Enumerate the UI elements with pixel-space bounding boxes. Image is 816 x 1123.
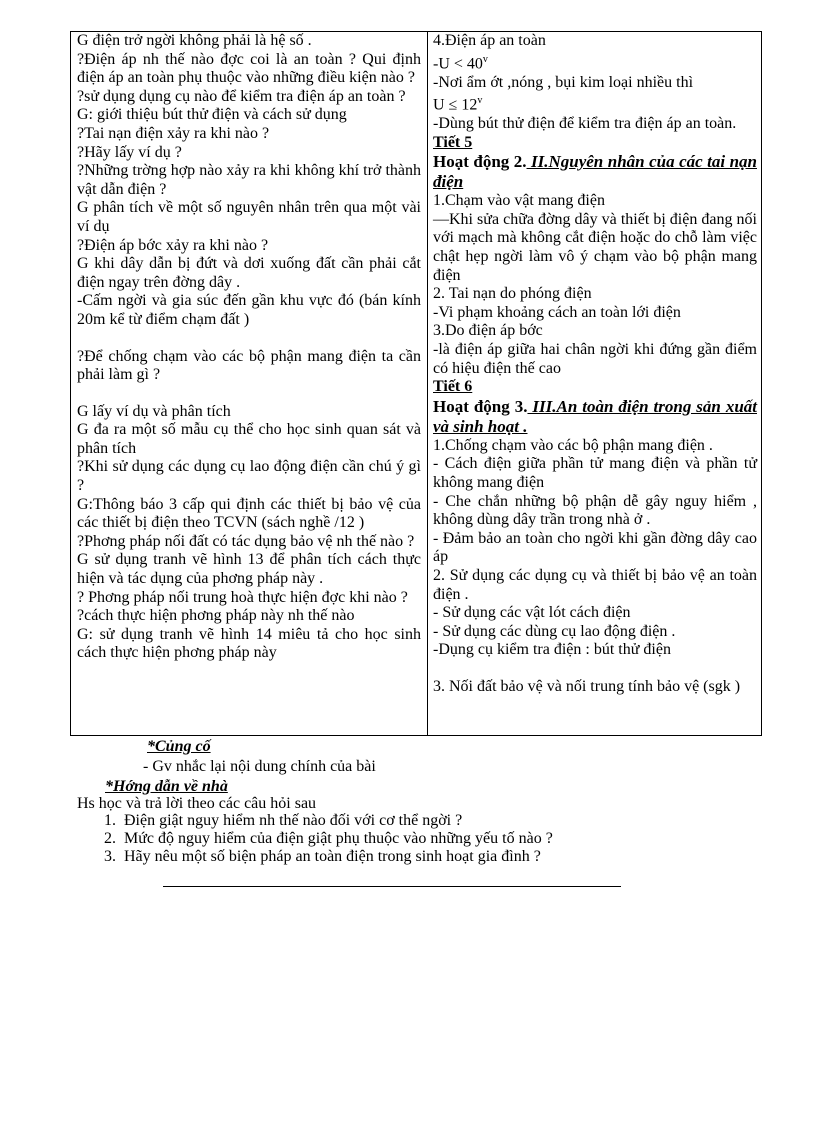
horizontal-rule	[163, 886, 621, 887]
left-line: ?Tai nạn điện xảy ra khi nào ?	[77, 124, 270, 142]
left-line: ?sử dụng dụng cụ nào để kiểm tra điện áp an toàn ?	[77, 87, 406, 105]
lesson-6-heading: Tiết 6	[433, 378, 473, 396]
question-number: 2.	[104, 830, 116, 847]
volt-unit: v	[477, 95, 483, 107]
question-text: Hãy nêu một số biện pháp an toàn điện trong sinh hoạt gia đình ?	[124, 848, 541, 865]
left-line: G: giới thiệu bút thử điện và cách sử dụng	[77, 106, 347, 124]
homework-question	[104, 830, 553, 849]
left-line: ?Điện áp bớc xảy ra khi nào ?	[77, 236, 269, 254]
homework-question	[104, 848, 541, 867]
voltage-12-text: U ≤ 12	[433, 96, 478, 114]
lesson-table	[70, 31, 762, 736]
left-line: ? Phơng pháp nối trung hoà thực hiện đợc khi nào ?	[77, 588, 408, 606]
activity-3-title: III.An toàn điện trong sản xuất và sinh hoạt .	[433, 396, 757, 436]
left-line: G khi dây dẫn bị đứt và dơi xuống đất cần phải cắt điện ngay trên đờng dây .	[77, 255, 421, 291]
content-line: - Đảm bảo an toàn cho ngời khi gần đờng dây cao áp	[433, 529, 757, 566]
content-line: - Cách điện giữa phần tử mang điện và phần tử không mang điện	[433, 455, 757, 491]
content-line: - Sử dụng các dùng cụ lao động điện .	[433, 622, 676, 640]
left-line: -Cấm ngời và gia súc đến gần khu vực đó (bán kính 20m kể từ điểm chạm đất )	[77, 292, 421, 328]
blank-line	[77, 385, 421, 403]
tester-line: -Dùng bút thử điện để kiểm tra điện áp an toàn.	[433, 115, 737, 133]
question-text: Mức độ nguy hiểm của điện giật phụ thuộc vào những yếu tố nào ?	[124, 830, 553, 847]
content-line: 2. Sử dụng các dụng cụ và thiết bị bảo vệ an toàn điện .	[433, 566, 757, 603]
left-line: G phân tích về một số nguyên nhân trên qua một vài ví dụ	[77, 199, 421, 235]
lesson-5-heading: Tiết 5	[433, 133, 473, 151]
consolidation-heading: *Củng cố	[147, 738, 211, 755]
question-text: Điện giật nguy hiểm nh thế nào đối với cơ thể ngời ?	[124, 812, 463, 829]
activity-3-label: Hoạt động 3.	[433, 396, 528, 416]
activity-2-title: II.Nguyên nhân của các tai nạn điện	[433, 152, 757, 192]
left-line: G điện trở ngời không phải là hệ số .	[77, 32, 312, 49]
left-line: G đa ra một số mẫu cụ thể cho học sinh quan sát và phân tích	[77, 421, 421, 457]
activity-2-heading	[433, 152, 757, 192]
voltage-limit-12	[433, 92, 757, 115]
voltage-40-text: -U < 40	[433, 54, 483, 72]
content-line: -Dụng cụ kiểm tra điện : bút thử điện	[433, 641, 671, 659]
question-number: 3.	[104, 848, 116, 865]
content-line: - Che chắn những bộ phận dễ gây nguy hiểm , không dùng dây trần trong nhà ở .	[433, 492, 757, 529]
content-line: - Sử dụng các vật lót cách điện	[433, 604, 631, 622]
content-line: 3. Nối đất bảo vệ và nối trung tính bảo vệ (sgk )	[433, 677, 741, 695]
content-line: -là điện áp giữa hai chân ngời khi đứng gần điểm có hiệu điện thế cao	[433, 340, 757, 377]
left-line: ?Khi sử dụng các dụng cụ lao động điện cần chú ý gì ?	[77, 458, 421, 495]
voltage-limit-40	[433, 51, 757, 74]
content-line: —Khi sửa chữa đờng dây và thiết bị điện đang nối với mạch mà không cắt điện hoặc do chỗ làm việc chật hẹp ngời làm vô ý chạm vào bộ phận mang điện	[433, 210, 757, 284]
left-line: G:Thông báo 3 cấp qui định các thiết bị bảo vệ của các thiết bị điện theo TCVN (sách nghề /12 )	[77, 495, 421, 532]
left-line: G lấy ví dụ và phân tích	[77, 402, 231, 420]
question-number: 1.	[104, 812, 116, 829]
left-line: G sử dụng tranh vẽ hình 13 để phân tích cách thực hiện và tác dụng của phơng pháp này .	[77, 551, 421, 588]
blank-line	[77, 330, 421, 348]
left-line: ?Phơng pháp nối đất có tác dụng bảo vệ nh thế nào ?	[77, 532, 415, 550]
left-line: ?Để chống chạm vào các bộ phận mang điện ta cần phải làm gì ?	[77, 347, 421, 384]
content-column	[433, 32, 757, 696]
homework-intro: Hs học và trả lời theo các câu hỏi sau	[77, 795, 317, 812]
activity-3-heading	[433, 397, 757, 437]
blank-line	[433, 660, 757, 678]
homework-heading: *Hớng dẫn về nhà	[105, 778, 228, 795]
left-line: ?cách thực hiện phơng pháp này nh thế nào	[77, 607, 355, 625]
homework-question	[104, 812, 462, 831]
left-line: G: sử dụng tranh vẽ hình 14 miêu tả cho học sinh cách thực hiện phơng pháp này	[77, 625, 421, 662]
safety-voltage-title: 4.Điện áp an toàn	[433, 32, 546, 49]
consolidation-text: - Gv nhắc lại nội dung chính của bài	[143, 758, 376, 775]
content-line: 1.Chạm vào vật mang điện	[433, 192, 605, 210]
content-line: 2. Tai nạn do phóng điện	[433, 285, 592, 303]
column-divider	[427, 32, 428, 735]
left-line: ?Điện áp nh thế nào đợc coi là an toàn ? Qui định điện áp an toàn phụ thuộc vào những điều kiện nào ?	[77, 50, 421, 87]
left-line: ?Hãy lấy ví dụ ?	[77, 143, 182, 161]
damp-conditions: -Nơi ẩm ớt ,nóng , bụi kim loại nhiều thì	[433, 73, 694, 91]
left-line: ?Những trờng hợp nào xảy ra khi không khí trở thành vật dẫn điện ?	[77, 162, 421, 198]
activity-2-label: Hoạt động 2.	[433, 152, 527, 172]
content-line: 3.Do điện áp bớc	[433, 322, 543, 340]
volt-unit: v	[482, 53, 488, 65]
content-line: 1.Chống chạm vào các bộ phận mang điện .	[433, 436, 713, 454]
teacher-activity-column	[77, 32, 421, 663]
content-line: -Vi phạm khoảng cách an toàn lới điện	[433, 303, 681, 321]
